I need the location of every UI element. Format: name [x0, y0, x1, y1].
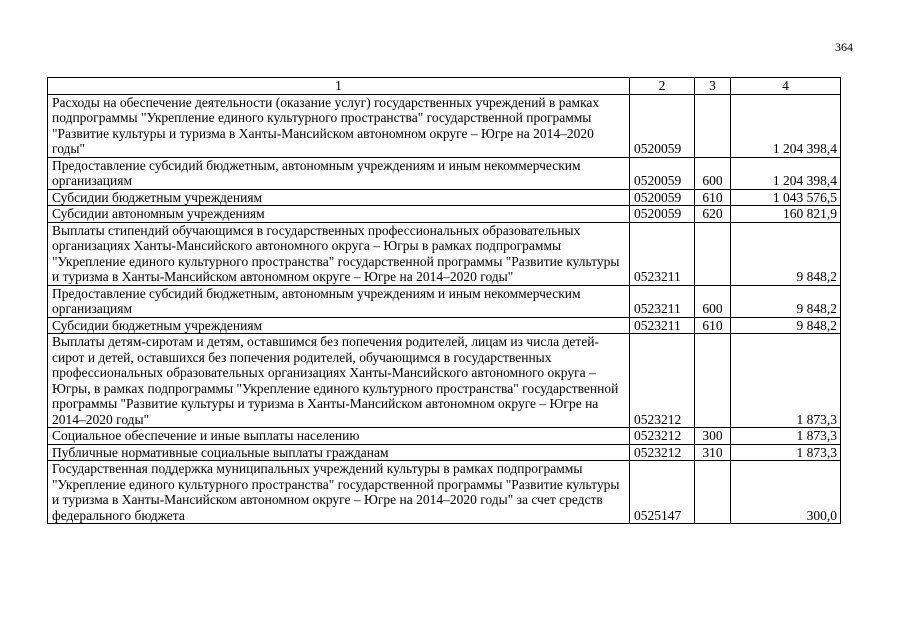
row-expense-type: 610: [695, 189, 731, 206]
header-col-1: 1: [48, 78, 630, 95]
row-target-code: 0523212: [630, 334, 695, 428]
table-row: [48, 444, 841, 461]
header-col-4: 4: [731, 78, 841, 95]
table-row: [48, 285, 841, 317]
row-target-code: 0520059: [630, 94, 695, 157]
row-target-code: 0523211: [630, 222, 695, 285]
row-target-code: 0523212: [630, 444, 695, 461]
row-expense-type: 310: [695, 444, 731, 461]
row-description: Социальное обеспечение и иные выплаты населению: [48, 428, 630, 445]
table-row: [48, 428, 841, 445]
table-row: [48, 317, 841, 334]
row-amount: 1 043 576,5: [731, 189, 841, 206]
row-amount: 1 204 398,4: [731, 94, 841, 157]
row-expense-type: 620: [695, 206, 731, 223]
row-target-code: 0523211: [630, 285, 695, 317]
row-description: Выплаты детям-сиротам и детям, оставшимся без попечения родителей, лицам из числа детей-сирот и детей, оставшихся без попечения родителей, обучающимся в государственных профессиональных образовательных организациях Ханты-Мансийского автономного округа – Югры, в рамках подпрограммы "Укрепление единого культурного пространства" государственной программы "Развитие культуры и туризма в Ханты-Мансийском автономном округе – Югре на 2014–2020 годы": [48, 334, 630, 428]
row-amount: 9 848,2: [731, 285, 841, 317]
table-row: [48, 334, 841, 428]
row-amount: 1 204 398,4: [731, 157, 841, 189]
row-description: Предоставление субсидий бюджетным, автономным учреждениям и иным некоммерческим организациям: [48, 285, 630, 317]
table-row: [48, 189, 841, 206]
row-target-code: 0520059: [630, 157, 695, 189]
table-row: [48, 461, 841, 524]
header-col-2: 2: [630, 78, 695, 95]
table-row: [48, 222, 841, 285]
row-amount: 300,0: [731, 461, 841, 524]
row-amount: 1 873,3: [731, 444, 841, 461]
page-number: 364: [835, 40, 853, 54]
row-expense-type: 300: [695, 428, 731, 445]
row-description: Государственная поддержка муниципальных учреждений культуры в рамках подпрограммы "Укрепление единого культурного пространства" государственной программы "Развитие культуры и туризма в Ханты-Мансийском автономном округе – Югре на 2014–2020 годы" за счет средств федерального бюджета: [48, 461, 630, 524]
row-description: Субсидии бюджетным учреждениям: [48, 317, 630, 334]
row-target-code: 0523212: [630, 428, 695, 445]
row-description: Субсидии бюджетным учреждениям: [48, 189, 630, 206]
row-amount: 1 873,3: [731, 334, 841, 428]
row-description: Субсидии автономным учреждениям: [48, 206, 630, 223]
row-target-code: 0520059: [630, 189, 695, 206]
row-target-code: 0523211: [630, 317, 695, 334]
row-description: Предоставление субсидий бюджетным, автономным учреждениям и иным некоммерческим организациям: [48, 157, 630, 189]
row-target-code: 0525147: [630, 461, 695, 524]
budget-table: [47, 77, 841, 524]
row-target-code: 0520059: [630, 206, 695, 223]
row-expense-type: 610: [695, 317, 731, 334]
table-row: [48, 206, 841, 223]
row-expense-type: [695, 94, 731, 157]
row-expense-type: [695, 461, 731, 524]
header-col-3: 3: [695, 78, 731, 95]
row-expense-type: 600: [695, 157, 731, 189]
row-amount: 1 873,3: [731, 428, 841, 445]
row-expense-type: [695, 222, 731, 285]
row-expense-type: [695, 334, 731, 428]
row-amount: 9 848,2: [731, 317, 841, 334]
table-header-row: [48, 78, 841, 95]
row-description: Расходы на обеспечение деятельности (оказание услуг) государственных учреждений в рамках подпрограммы "Укрепление единого культурного пространства" государственной программы "Развитие культуры и туризма в Ханты-Мансийском автономном округе – Югре на 2014–2020 годы": [48, 94, 630, 157]
row-description: Выплаты стипендий обучающимся в государственных профессиональных образовательных организациях Ханты-Мансийского автономного округа – Югры в рамках подпрограммы "Укрепление единого культурного пространства" государственной программы "Развитие культуры и туризма в Ханты-Мансийском автономном округе – Югре на 2014–2020 годы": [48, 222, 630, 285]
row-amount: 9 848,2: [731, 222, 841, 285]
row-expense-type: 600: [695, 285, 731, 317]
table-row: [48, 157, 841, 189]
row-amount: 160 821,9: [731, 206, 841, 223]
row-description: Публичные нормативные социальные выплаты гражданам: [48, 444, 630, 461]
table-row: [48, 94, 841, 157]
